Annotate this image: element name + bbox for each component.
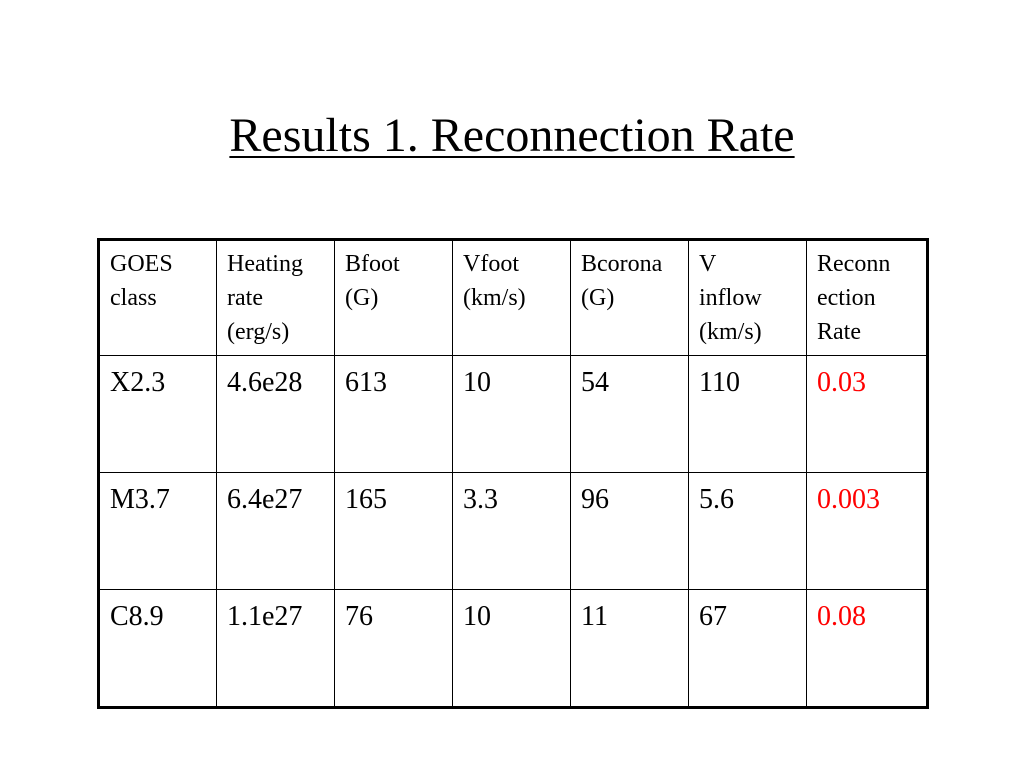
cell-bcorona: 54 [571, 356, 689, 473]
slide-title: Results 1. Reconnection Rate [229, 109, 795, 162]
cell-bcorona: 11 [571, 590, 689, 708]
cell-vfoot: 10 [453, 590, 571, 708]
table-row [99, 590, 928, 708]
header-goes-class [99, 240, 217, 356]
header-line: Bfoot [345, 251, 400, 277]
cell-bfoot: 165 [335, 473, 453, 590]
cell-goes-class: M3.7 [99, 473, 217, 590]
cell-heating-rate: 6.4e27 [217, 473, 335, 590]
header-line: (G) [581, 285, 615, 311]
cell-heating-rate: 4.6e28 [217, 356, 335, 473]
header-line: (km/s) [463, 285, 526, 311]
header-reconnection-rate [807, 240, 928, 356]
header-line: class [110, 285, 157, 311]
header-bcorona [571, 240, 689, 356]
cell-bfoot: 613 [335, 356, 453, 473]
header-line: GOES [110, 251, 173, 277]
cell-v-inflow: 110 [689, 356, 807, 473]
header-heating-rate [217, 240, 335, 356]
header-line: Heating [227, 251, 303, 277]
cell-goes-class: C8.9 [99, 590, 217, 708]
header-line: (erg/s) [227, 319, 290, 345]
header-bfoot [335, 240, 453, 356]
cell-reconnection-rate: 0.08 [807, 590, 928, 708]
header-line: Reconn [817, 251, 891, 277]
cell-reconnection-rate: 0.03 [807, 356, 928, 473]
cell-bfoot: 76 [335, 590, 453, 708]
header-line: (G) [345, 285, 379, 311]
header-line: ection [817, 285, 876, 311]
header-line: V [699, 251, 717, 277]
header-line: Rate [817, 319, 861, 345]
cell-vfoot: 3.3 [453, 473, 571, 590]
cell-v-inflow: 67 [689, 590, 807, 708]
header-vfoot [453, 240, 571, 356]
cell-v-inflow: 5.6 [689, 473, 807, 590]
cell-heating-rate: 1.1e27 [217, 590, 335, 708]
header-line: inflow [699, 285, 762, 311]
results-table [97, 238, 929, 709]
cell-vfoot: 10 [453, 356, 571, 473]
table-row [99, 473, 928, 590]
cell-bcorona: 96 [571, 473, 689, 590]
header-line: Vfoot [463, 251, 519, 277]
table-row [99, 356, 928, 473]
cell-goes-class: X2.3 [99, 356, 217, 473]
header-v-inflow [689, 240, 807, 356]
cell-reconnection-rate: 0.003 [807, 473, 928, 590]
table-header-row [99, 240, 928, 356]
header-line: Bcorona [581, 251, 663, 277]
header-line: (km/s) [699, 319, 762, 345]
header-line: rate [227, 285, 263, 311]
